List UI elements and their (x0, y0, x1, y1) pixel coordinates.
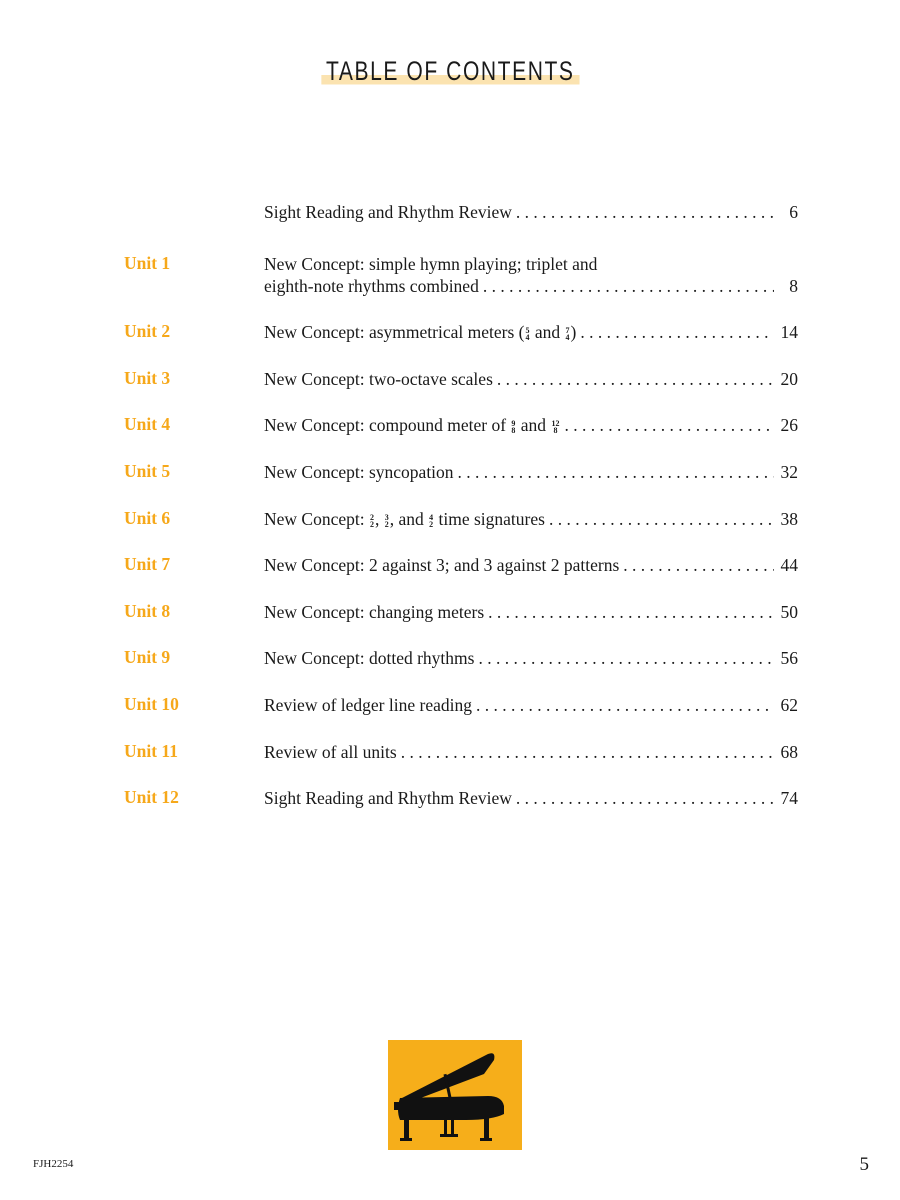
grand-piano-icon (388, 1040, 522, 1150)
toc-page-number: 56 (780, 648, 798, 668)
toc-entry-text: New Concept: two-octave scales (264, 369, 493, 389)
toc-entry-text: New Concept: 2 2 , 3 2 , and 4 2 time signatures (264, 509, 545, 529)
dot-leader (458, 461, 774, 483)
dot-leader (516, 201, 774, 223)
toc-entry-text: New Concept: asymmetrical meters ( 5 4 and 7 4 ) (264, 322, 577, 342)
toc-entry (264, 253, 798, 297)
toc-entry-text: Sight Reading and Rhythm Review (264, 202, 512, 222)
unit-label: Unit 4 (124, 414, 171, 434)
page-title-wrap (0, 56, 900, 87)
toc-entry-text: New Concept: syncopation (264, 462, 454, 482)
time-signature: 12 8 (551, 418, 560, 435)
time-signature: 4 2 (429, 512, 434, 529)
catalog-code: FJH2254 (33, 1158, 74, 1170)
unit-label: Unit 9 (124, 647, 171, 667)
toc-entry-text-continued: eighth-note rhythms combined (264, 276, 479, 296)
toc-entry-text: Review of ledger line reading (264, 695, 472, 715)
unit-label: Unit 5 (124, 461, 171, 481)
dot-leader (401, 741, 774, 763)
dot-leader (483, 275, 774, 297)
piano-logo (388, 1040, 522, 1150)
time-signature: 7 4 (565, 325, 570, 342)
toc-page-number: 68 (780, 742, 798, 762)
dot-leader (580, 321, 774, 343)
dot-leader (549, 508, 774, 530)
toc-page-number: 32 (780, 462, 798, 482)
dot-leader (564, 414, 774, 436)
toc-page-number: 38 (780, 509, 798, 529)
unit-label: Unit 11 (124, 741, 178, 761)
unit-label: Unit 12 (124, 787, 179, 807)
toc-entry-text: Review of all units (264, 742, 397, 762)
toc-entry (264, 601, 798, 623)
toc-page-number: 6 (789, 202, 798, 222)
toc-page-number: 8 (789, 276, 798, 296)
toc-page-number: 20 (780, 369, 798, 389)
unit-label: Unit 7 (124, 554, 171, 574)
toc-entry (264, 647, 798, 669)
toc-entry (264, 368, 798, 390)
toc-page-number: 14 (780, 322, 798, 342)
toc-page-number: 44 (780, 555, 798, 575)
toc-page-number: 50 (780, 602, 798, 622)
unit-label: Unit 2 (124, 321, 171, 341)
time-signature: 9 8 (511, 418, 516, 435)
unit-label: Unit 6 (124, 508, 171, 528)
unit-label: Unit 3 (124, 368, 171, 388)
toc-entry (264, 461, 798, 483)
toc-entry (264, 201, 798, 223)
dot-leader (476, 694, 774, 716)
toc-entry (264, 321, 798, 343)
page-title: TABLE OF CONTENTS (321, 56, 579, 87)
time-signature: 2 2 (369, 512, 374, 529)
toc-entry (264, 554, 798, 576)
unit-label: Unit 10 (124, 694, 179, 714)
toc-entry-text: New Concept: simple hymn playing; triplet and (264, 254, 598, 274)
toc-entry-text: New Concept: dotted rhythms (264, 648, 475, 668)
toc-entry-text: New Concept: compound meter of 9 8 and 12 8 (264, 415, 560, 435)
dot-leader (497, 368, 774, 390)
toc-page-number: 74 (780, 788, 798, 808)
time-signature: 3 2 (384, 512, 389, 529)
toc-entry-text: New Concept: 2 against 3; and 3 against 2 patterns (264, 555, 620, 575)
toc-entry-text: Sight Reading and Rhythm Review (264, 788, 512, 808)
unit-label: Unit 8 (124, 601, 171, 621)
page-number: 5 (859, 1154, 869, 1175)
time-signature: 5 4 (525, 325, 530, 342)
dot-leader (516, 787, 774, 809)
toc-page-number: 26 (780, 415, 798, 435)
toc-entry (264, 741, 798, 763)
toc-entry-text: New Concept: changing meters (264, 602, 485, 622)
unit-label: Unit 1 (124, 253, 171, 273)
toc-entry (264, 787, 798, 809)
toc-entry (264, 694, 798, 716)
toc-entry (264, 508, 798, 530)
toc-entry (264, 414, 798, 436)
toc-page-number: 62 (780, 695, 798, 715)
dot-leader (478, 647, 774, 669)
dot-leader (623, 554, 774, 576)
dot-leader (488, 601, 774, 623)
